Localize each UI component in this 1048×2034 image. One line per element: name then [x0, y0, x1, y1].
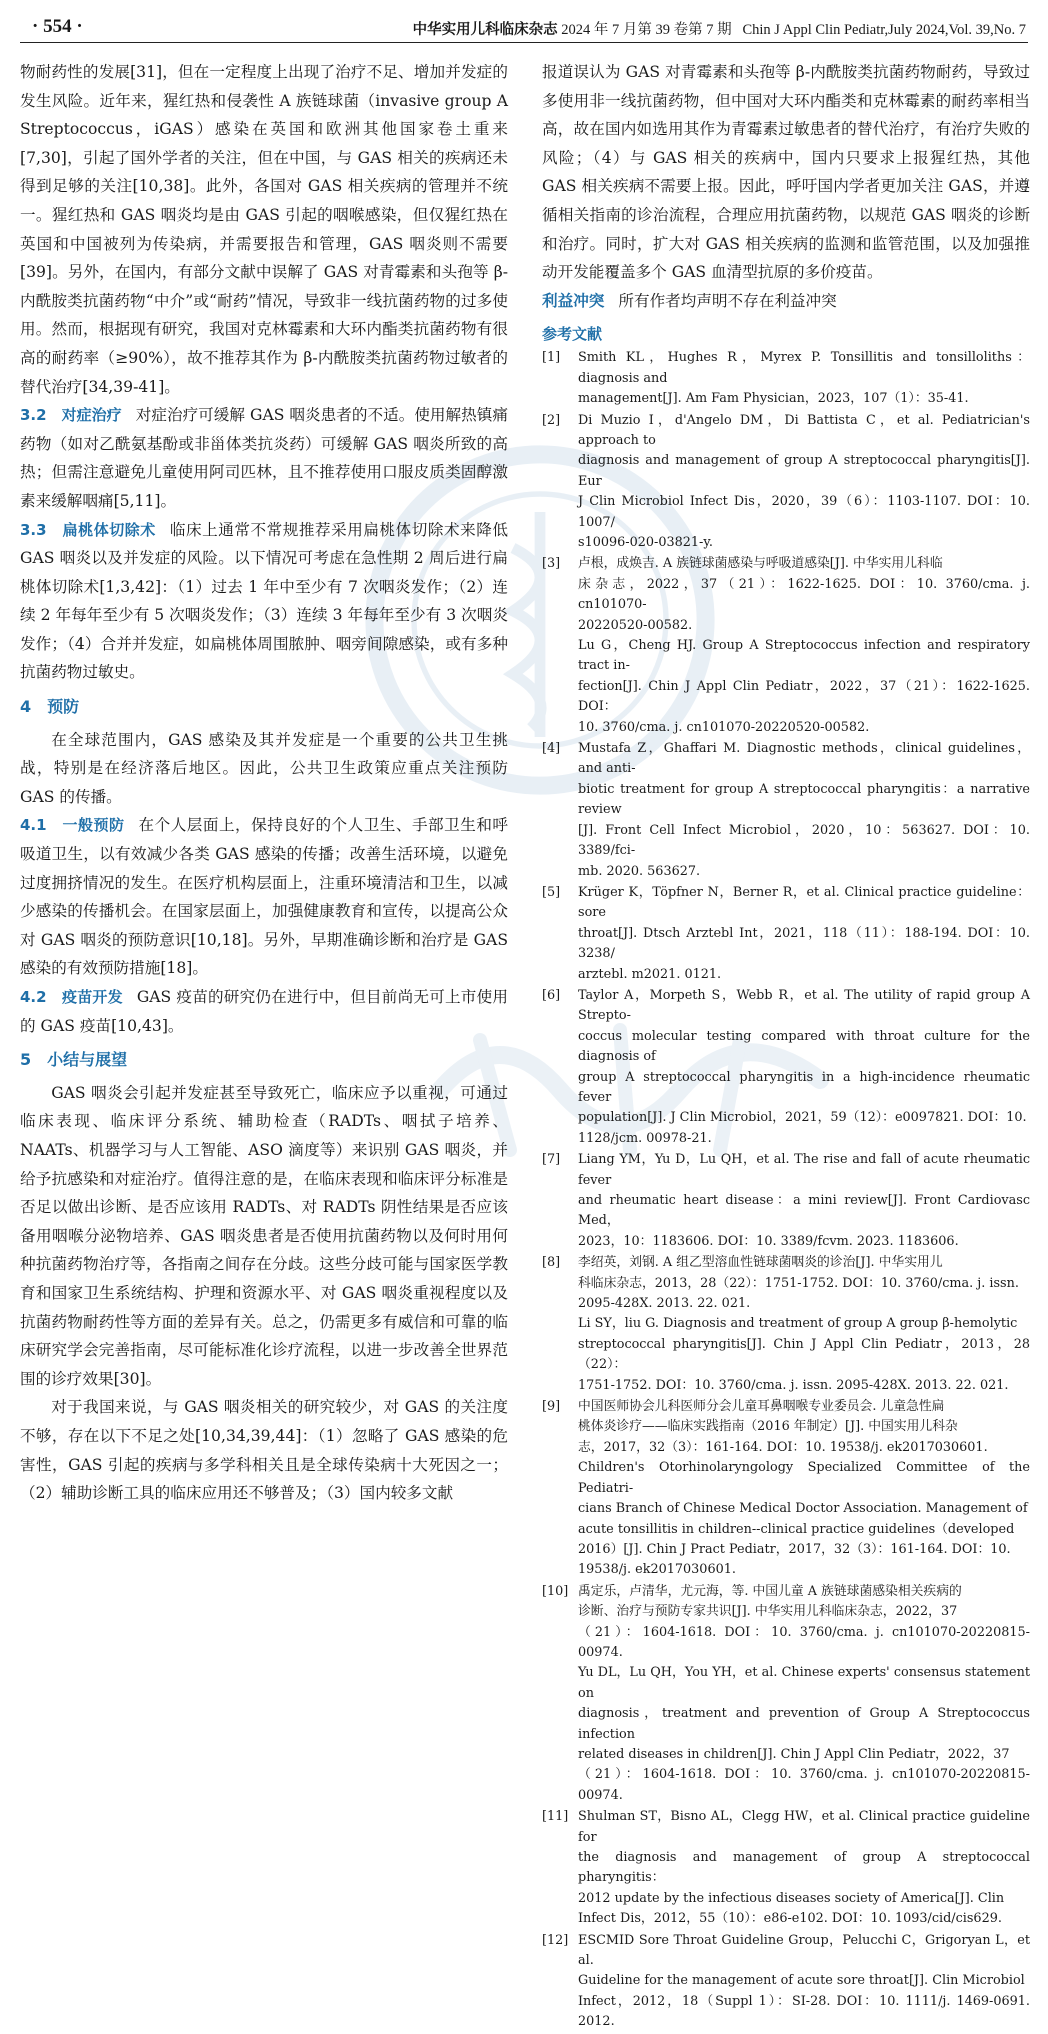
reference-line: 2023，10：1183606. DOI：10. 3389/fcvm. 2023. 1183606.	[578, 1233, 959, 1249]
reference-line: 19538/j. ek2017030601.	[578, 1562, 736, 1578]
reference-number: [8]	[542, 1255, 561, 1271]
reference-line: Yu DL，Lu QH，You YH，et al. Chinese experts' consensus statement on	[578, 1665, 1030, 1701]
reference-line: 2016）[J]. Chin J Pract Pediatr，2017，32（3）：161-164. DOI：10.	[578, 1541, 1011, 1557]
reference-line: 20220520-00582.	[578, 617, 693, 633]
reference-line: Mustafa Z，Ghaffari M. Diagnostic methods，clinical guidelines，and anti-	[578, 741, 1030, 777]
paragraph: 物耐药性的发展[31]，但在一定程度上出现了治疗不足、增加并发症的发生风险。近年来，猩红热和侵袭性 A 族链球菌（invasive group A Streptococcus，iGAS）感染在英国和欧洲其他国家卷土重来[7,30]，引起了国外学者的关注，但在中国，与 GAS 相关的疾病还未得到足够的关注[10,38]。此外，各国对 GAS 相关疾病的管理并不统一。猩红热和 GAS 咽炎均是由 GAS 引起的咽喉感染，但仅猩红热在英国和中国被列为传染病，并需要报告和管理，GAS 咽炎则不需要[39]。另外，在国内，有部分文献中误解了 GAS 对青霉素和头孢等 β-内酰胺类抗菌药物“中介”或“耐药”情况，导致非一线抗菌药物的过多使用。然而，根据现有研究，我国对克林霉素和大环内酯类抗菌药物有很高的耐药率（≥90%），故不推荐其作为 β-内酰胺类抗菌药物过敏者的替代治疗[34,39-41]。	[20, 63, 508, 396]
reference-line: Smith KL，Hughes R，Myrex P. Tonsillitis and tonsilloliths：diagnosis and	[578, 350, 1030, 386]
reference-item	[542, 1397, 1030, 1581]
section-3-2	[20, 401, 508, 515]
reference-line: Infect，2012，18（Suppl 1）：SI-28. DOI：10. 1111/j. 1469-0691. 2012.	[578, 1993, 1030, 2030]
reference-line: population[J]. J Clin Microbiol，2021，59（12）：e0097821. DOI：10.	[578, 1110, 1027, 1126]
reference-item	[542, 411, 1030, 554]
reference-line: fection[J]. Chin J Appl Clin Pediatr，2022，37（21）：1622-1625. DOI：	[578, 678, 1030, 715]
reference-item	[542, 739, 1030, 882]
reference-line: J Clin Microbiol Infect Dis，2020，39（6）：1103-1107. DOI：10. 1007/	[578, 494, 1030, 530]
section-text: 对症治疗可缓解 GAS 咽炎患者的不适。使用解热镇痛药物（如对乙酰氨基酚或非甾体类抗炎药）可缓解 GAS 咽炎所致的高热；但需注意避免儿童使用阿司匹林，且不推荐使用口服皮质类固醇激素来缓解咽痛[5,11]。	[20, 406, 508, 510]
reference-line: coccus molecular testing compared with throat culture for the diagnosis of	[578, 1028, 1030, 1065]
reference-line: cians Branch of Chinese Medical Doctor Association. Management of	[578, 1501, 1028, 1517]
reference-line: 床杂志，2022，37（21）：1622-1625. DOI：10. 3760/cma. j. cn101070-	[578, 576, 1030, 613]
reference-line: 2012 update by the infectious diseases society of America[J]. Clin	[578, 1890, 1005, 1906]
reference-line: 李绍英，刘钢. A 组乙型溶血性链球菌咽炎的诊治[J]. 中华实用儿	[578, 1255, 943, 1271]
reference-line: Di Muzio I，d'Angelo DM，Di Battista C，et al. Pediatrician's approach to	[578, 412, 1030, 448]
section-heading-5: 5 小结与展望	[20, 1050, 128, 1070]
section-4-2	[20, 983, 508, 1040]
section-heading: 4.2 疫苗开发	[20, 988, 123, 1006]
section-text: GAS 疫苗的研究仍在进行中，但目前尚无可上市使用的 GAS 疫苗[10,43]。	[20, 988, 509, 1035]
section-heading: 4.1 一般预防	[20, 816, 125, 835]
reference-line: Krüger K，Töpfner N，Berner R，et al. Clinical practice guideline：sore	[578, 884, 1030, 921]
reference-item	[542, 1253, 1030, 1396]
conflict-of-interest	[542, 287, 1030, 316]
paragraph: GAS 咽炎会引起并发症甚至导致死亡，临床应予以重视，可通过临床表现、临床评分系统、辅助检查（RADTs、咽拭子培养、NAATs、机器学习与人工智能、ASO 滴度等）来识别 GAS 咽炎，并给予抗感染和对症治疗。值得注意的是，在临床表现和临床评分标准是否足以做出诊断、是否应该用 RADTs、对 RADTs 阴性结果是否应该备用咽喉分泌物培养、GAS 咽炎患者是否使用抗菌药物以及何时用何种抗菌药物治疗等，各指南之间存在分歧。这些分歧可能与国家医学教育和国家卫生系统结构、护理和资源水平、对 GAS 咽炎重视程度以及抗菌药物耐药性等方面的差异有关。总之，仍需更多有威信和可靠的临床研究学会完善指南，尽可能标准化诊疗流程，以进一步改善全世界范围的诊疗效果[30]。	[20, 1083, 508, 1388]
reference-number: [12]	[542, 1932, 569, 1948]
reference-number: [3]	[542, 556, 561, 572]
reference-line: throat[J]. Dtsch Arztebl Int，2021，118（11）：188-194. DOI：10. 3238/	[578, 925, 1030, 962]
section-heading-4: 4 预防	[20, 697, 80, 717]
paragraph: 在全球范围内，GAS 感染及其并发症是一个重要的公共卫生挑战，特别是在经济落后地区。因此，公共卫生政策应重点关注预防 GAS 的传播。	[20, 730, 508, 806]
reference-line: and rheumatic heart disease：a mini review[J]. Front Cardiovasc Med，	[578, 1193, 1030, 1229]
reference-line: biotic treatment for group A streptococcal pharyngitis：a narrative review	[578, 781, 1030, 818]
reference-item	[542, 348, 1030, 409]
coi-label: 利益冲突	[542, 291, 605, 310]
paragraph: 对于我国来说，与 GAS 咽炎相关的研究较少，对 GAS 的关注度不够，存在以下不足之处[10,34,39,44]：（1）忽略了 GAS 感染的危害性，GAS 引起的疾病与多学科相关且是全球传染病十大死因之一；（2）辅助诊断工具的临床应用还不够普及；（3）国内较多文献	[20, 1398, 508, 1503]
reference-list	[542, 348, 1030, 2032]
reference-line: 1751-1752. DOI：10. 3760/cma. j. issn. 2095-428X. 2013. 22. 021.	[578, 1377, 1009, 1393]
page-number: · 554 ·	[32, 16, 83, 37]
reference-number: [2]	[542, 412, 561, 428]
reference-item	[542, 1582, 1030, 1806]
reference-line: streptococcal pharyngitis[J]. Chin J Appl Clin Pediatr，2013，28（22）：	[578, 1336, 1030, 1373]
reference-line: Taylor A，Morpeth S，Webb R，et al. The utility of rapid group A Strepto-	[578, 987, 1030, 1024]
reference-line: Liang YM，Yu D，Lu QH，et al. The rise and fall of acute rheumatic fever	[578, 1152, 1030, 1188]
coi-text: 所有作者均声明不存在利益冲突	[618, 291, 837, 310]
reference-line: related diseases in children[J]. Chin J Appl Clin Pediatr，2022，37	[578, 1746, 1010, 1762]
reference-item	[542, 554, 1030, 738]
reference-line: （21）：1604-1618. DOI：10. 3760/cma. j. cn101070-20220815-00974.	[578, 1767, 1030, 1803]
reference-line: Shulman ST，Bisno AL，Clegg HW，et al. Clinical practice guideline for	[578, 1809, 1030, 1845]
reference-number: [5]	[542, 884, 561, 900]
reference-line: Infect Dis，2012，55（10）：e86-e102. DOI：10. 1093/cid/cis629.	[578, 1911, 1002, 1927]
issue-cn: 2024 年 7 月第 39 卷第 7 期	[561, 22, 732, 38]
journal-title-en: Chin J Appl Clin Pediatr,July 2024,Vol. 39,No. 7	[742, 22, 1026, 38]
section-heading: 3.2 对症治疗	[20, 406, 122, 425]
reference-line: diagnosis and management of group A streptococcal pharyngitis[J]. Eur	[578, 453, 1030, 489]
reference-line: Li SY，liu G. Diagnosis and treatment of group A group β-hemolytic	[578, 1316, 1018, 1332]
reference-line: 诊断、治疗与预防专家共识[J]. 中华实用儿科临床杂志，2022，37	[578, 1604, 958, 1620]
reference-number: [10]	[542, 1583, 569, 1599]
journal-running-head	[413, 18, 1026, 39]
reference-number: [4]	[542, 741, 561, 757]
right-column	[542, 58, 1030, 2034]
section-4-1	[20, 811, 508, 983]
reference-line: Children's Otorhinolaryngology Specialized Committee of the Pediatri-	[578, 1460, 1030, 1496]
paragraph: 报道误认为 GAS 对青霉素和头孢等 β-内酰胺类抗菌药物耐药，导致过多使用非一线抗菌药物，但中国对大环内酯类和克林霉素的耐药率相当高，故在国内如选用其作为青霉素过敏患者的替代治疗，有治疗失败的风险；（4）与 GAS 相关的疾病中，国内只要求上报猩红热，其他 GAS 相关疾病不需要上报。因此，呼吁国内学者更加关注 GAS，并遵循相关指南的诊治流程，合理应用抗菌药物，以规范 GAS 咽炎的诊断和治疗。同时，扩大对 GAS 相关疾病的监测和监管范围，以及加强推动开发能覆盖多个 GAS 血清型抗原的多价疫苗。	[542, 63, 1030, 282]
section-heading: 3.3 扁桃体切除术	[20, 520, 156, 539]
reference-line: 10. 3760/cma. j. cn101070-20220520-00582.	[578, 719, 870, 735]
section-text: 在个人层面上，保持良好的个人卫生、手部卫生和呼吸道卫生，以有效减少各类 GAS 感染的传播；改善生活环境，以避免过度拥挤情况的发生。在医疗机构层面上，注重环境清洁和卫生，以减少感染的传播机会。在国家层面上，加强健康教育和宣传，以提高公众对 GAS 咽炎的预防意识[10,18]。另外，早期准确诊断和治疗是 GAS 感染的有效预防措施[18]。	[20, 816, 508, 978]
reference-line: 1128/jcm. 00978-21.	[578, 1130, 712, 1146]
reference-item	[542, 1807, 1030, 1929]
reference-line: arztebl. m2021. 0121.	[578, 966, 722, 982]
reference-line: 卢根，成焕吉. A 族链球菌感染与呼吸道感染[J]. 中华实用儿科临	[578, 556, 943, 572]
reference-line: 禹定乐，卢清华，尤元海，等. 中国儿童 A 族链球菌感染相关疾病的	[578, 1583, 962, 1599]
section-3-3	[20, 516, 508, 688]
reference-number: [7]	[542, 1152, 561, 1168]
reference-item	[542, 883, 1030, 985]
reference-item	[542, 1150, 1030, 1252]
reference-item	[542, 1931, 1030, 2033]
reference-line: Guideline for the management of acute sore throat[J]. Clin Microbiol	[578, 1973, 1025, 1989]
reference-number: [1]	[542, 350, 561, 366]
reference-line: the diagnosis and management of group A streptococcal pharyngitis：	[578, 1850, 1030, 1886]
left-column	[20, 58, 508, 1508]
reference-line: 科临床杂志，2013，28（22）：1751-1752. DOI：10. 3760/cma. j. issn.	[578, 1275, 1019, 1291]
reference-line: acute tonsillitis in children--clinical practice guidelines（developed	[578, 1521, 1015, 1537]
reference-number: [11]	[542, 1809, 569, 1825]
reference-line: management[J]. Am Fam Physician，2023，107（1）：35-41.	[578, 391, 969, 407]
reference-number: [6]	[542, 987, 561, 1003]
reference-line: 2095-428X. 2013. 22. 021.	[578, 1296, 751, 1312]
reference-line: （21）：1604-1618. DOI：10. 3760/cma. j. cn101070-20220815-00974.	[578, 1624, 1030, 1660]
references-heading: 参考文献	[542, 325, 603, 344]
reference-line: 中国医师协会儿科医师分会儿童耳鼻咽喉专业委员会. 儿童急性扁	[578, 1399, 945, 1415]
reference-line: ESCMID Sore Throat Guideline Group，Pelucchi C，Grigoryan L，et al.	[578, 1932, 1030, 1969]
reference-line: Lu G，Cheng HJ. Group A Streptococcus infection and respiratory tract in-	[578, 638, 1030, 674]
reference-line: mb. 2020. 563627.	[578, 863, 701, 879]
reference-number: [9]	[542, 1399, 561, 1415]
reference-line: group A streptococcal pharyngitis in a high-incidence rheumatic fever	[578, 1069, 1030, 1105]
journal-title-cn: 中华实用儿科临床杂志	[412, 22, 558, 38]
reference-line: 桃体炎诊疗——临床实践指南（2016 年制定）[J]. 中国实用儿科杂	[578, 1419, 958, 1435]
page-header	[20, 16, 1028, 43]
reference-line: diagnosis，treatment and prevention of Group A Streptococcus infection	[578, 1706, 1030, 1742]
reference-item	[542, 986, 1030, 1149]
reference-line: s10096-020-03821-y.	[578, 535, 713, 550]
section-text: 临床上通常不常规推荐采用扁桃体切除术来降低 GAS 咽炎以及并发症的风险。以下情况可考虑在急性期 2 周后进行扁桃体切除术[1,3,42]：（1）过去 1 年中至少有 7 次咽炎发作；（2）连续 2 年每年至少有 5 次咽炎发作；（3）连续 3 年每年至少有 3 次咽炎发作；（4）合并并发症，如扁桃体周围脓肿、咽旁间隙感染，或有多种抗菌药物过敏史。	[20, 520, 508, 682]
reference-line: [J]. Front Cell Infect Microbiol，2020，10：563627. DOI：10. 3389/fci-	[578, 822, 1030, 859]
reference-line: 志，2017，32（3）：161-164. DOI：10. 19538/j. ek2017030601.	[578, 1439, 988, 1455]
